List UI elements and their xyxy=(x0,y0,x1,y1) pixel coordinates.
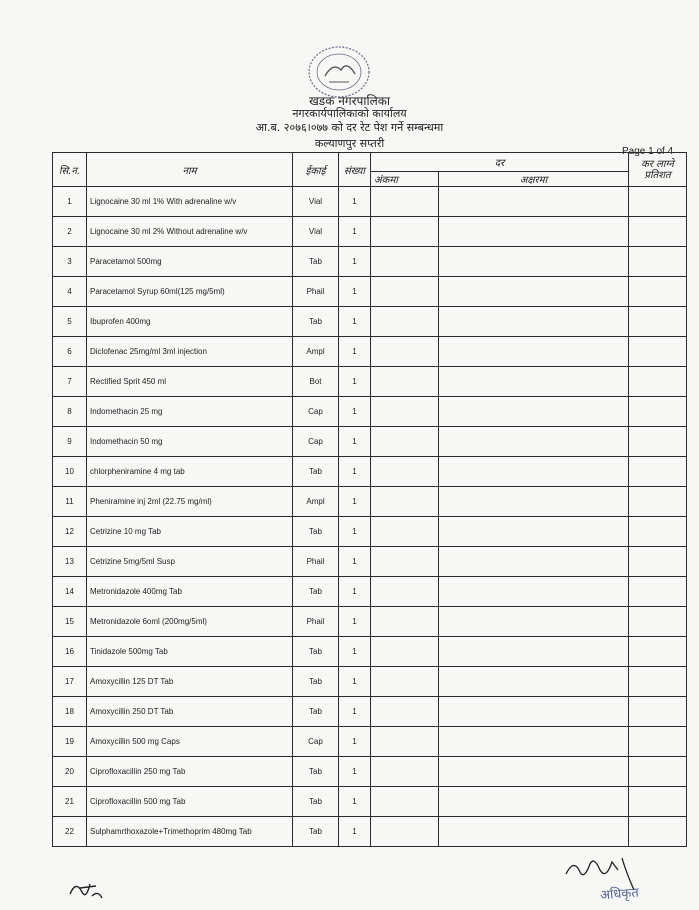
tax-cell[interactable] xyxy=(629,727,687,757)
rate-figures-cell[interactable] xyxy=(371,637,439,667)
rate-words-cell[interactable] xyxy=(439,337,629,367)
initials-signature xyxy=(66,874,106,904)
tax-cell[interactable] xyxy=(629,247,687,277)
tax-cell[interactable] xyxy=(629,817,687,847)
rate-figures-cell[interactable] xyxy=(371,667,439,697)
header-sn: सि.न. xyxy=(53,153,87,187)
header-tax-percent: कर लाग्ने प्रतिशत xyxy=(629,153,687,187)
table-row: 17 Amoxycillin 125 DT Tab Tab 1 xyxy=(53,667,687,697)
table-row: 11 Pheniramine inj 2ml (22.75 mg/ml) Ampl 1 xyxy=(53,487,687,517)
table-row: 16 Tinidazole 500mg Tab Tab 1 xyxy=(53,637,687,667)
rate-figures-cell[interactable] xyxy=(371,697,439,727)
municipality-name: खडक नगरपालिका xyxy=(308,94,391,108)
header-qty: संख्या xyxy=(339,153,371,187)
rate-figures-cell[interactable] xyxy=(371,517,439,547)
tax-cell[interactable] xyxy=(629,427,687,457)
tax-cell[interactable] xyxy=(629,667,687,697)
rate-words-cell[interactable] xyxy=(439,547,629,577)
page-indicator: Page 1 of 4 xyxy=(622,146,674,157)
rate-figures-cell[interactable] xyxy=(371,337,439,367)
table-row: 20 Ciprofloxacillin 250 mg Tab Tab 1 xyxy=(53,757,687,787)
rate-words-cell[interactable] xyxy=(439,367,629,397)
table-body xyxy=(53,187,687,847)
rate-words-cell[interactable] xyxy=(439,787,629,817)
rate-figures-cell[interactable] xyxy=(371,787,439,817)
tax-cell[interactable] xyxy=(629,787,687,817)
header-rate: दर xyxy=(371,153,629,172)
table-row: 19 Amoxycillin 500 mg Caps Cap 1 xyxy=(53,727,687,757)
table-row: 7 Rectified Sprit 450 ml Bot 1 xyxy=(53,367,687,397)
rate-words-cell[interactable] xyxy=(439,607,629,637)
rate-words-cell[interactable] xyxy=(439,457,629,487)
rate-figures-cell[interactable] xyxy=(371,457,439,487)
tax-cell[interactable] xyxy=(629,187,687,217)
rate-words-cell[interactable] xyxy=(439,667,629,697)
rate-words-cell[interactable] xyxy=(439,427,629,457)
location-line: कल्याणपुर सप्तरी xyxy=(314,137,385,150)
rate-figures-cell[interactable] xyxy=(371,187,439,217)
rate-figures-cell[interactable] xyxy=(371,247,439,277)
tax-cell[interactable] xyxy=(629,337,687,367)
rate-words-cell[interactable] xyxy=(439,697,629,727)
rate-figures-cell[interactable] xyxy=(371,727,439,757)
rate-words-cell[interactable] xyxy=(439,517,629,547)
tax-cell[interactable] xyxy=(629,367,687,397)
rate-words-cell[interactable] xyxy=(439,757,629,787)
tax-cell[interactable] xyxy=(629,517,687,547)
table-row: 4 Paracetamol Syrup 60ml(125 mg/5ml) Phail 1 xyxy=(53,277,687,307)
tax-cell[interactable] xyxy=(629,307,687,337)
tax-cell[interactable] xyxy=(629,607,687,637)
tax-cell[interactable] xyxy=(629,217,687,247)
rate-figures-cell[interactable] xyxy=(371,817,439,847)
table-row: 2 Lignocaine 30 ml 2% Without adrenaline w/v Vial 1 xyxy=(53,217,687,247)
header-unit: ईकाई xyxy=(293,153,339,187)
rate-figures-cell[interactable] xyxy=(371,397,439,427)
table-row: 6 Diclofenac 25mg/ml 3ml injection Ampl 1 xyxy=(53,337,687,367)
tax-cell[interactable] xyxy=(629,637,687,667)
table-row: 1 Lignocaine 30 ml 1% With adrenaline w/v Vial 1 xyxy=(53,187,687,217)
rate-words-cell[interactable] xyxy=(439,487,629,517)
table-row: 22 Sulphamrthoxazole+Trimethoprim 480mg Tab Tab 1 xyxy=(53,817,687,847)
table-row: 13 Cetrizine 5mg/5ml Susp Phail 1 xyxy=(53,547,687,577)
rate-figures-cell[interactable] xyxy=(371,307,439,337)
header-rate-figures: अंकमा xyxy=(371,172,439,187)
tax-cell[interactable] xyxy=(629,277,687,307)
rate-words-cell[interactable] xyxy=(439,187,629,217)
rate-words-cell[interactable] xyxy=(439,727,629,757)
rate-words-cell[interactable] xyxy=(439,217,629,247)
rate-figures-cell[interactable] xyxy=(371,487,439,517)
table-row: 21 Ciprofloxacillin 500 mg Tab Tab 1 xyxy=(53,787,687,817)
rate-figures-cell[interactable] xyxy=(371,427,439,457)
rate-words-cell[interactable] xyxy=(439,307,629,337)
authorized-stamp-text: अधिकृत xyxy=(599,885,640,904)
rate-figures-cell[interactable] xyxy=(371,577,439,607)
table-row: 5 Ibuprofen 400mg Tab 1 xyxy=(53,307,687,337)
table-row: 18 Amoxycillin 250 DT Tab Tab 1 xyxy=(53,697,687,727)
rate-figures-cell[interactable] xyxy=(371,607,439,637)
tax-cell[interactable] xyxy=(629,487,687,517)
rate-table xyxy=(52,152,687,847)
subject-line: आ.ब. २०७६।०७७ को दर रेट पेश गर्ने सम्बन्धमा xyxy=(255,121,444,134)
rate-figures-cell[interactable] xyxy=(371,277,439,307)
rate-figures-cell[interactable] xyxy=(371,217,439,247)
table-row: 14 Metronidazole 400mg Tab Tab 1 xyxy=(53,577,687,607)
table-row: 12 Cetrizine 10 mg Tab Tab 1 xyxy=(53,517,687,547)
rate-words-cell[interactable] xyxy=(439,247,629,277)
rate-figures-cell[interactable] xyxy=(371,367,439,397)
table-row: 10 chlorpheniramine 4 mg tab Tab 1 xyxy=(53,457,687,487)
table-row: 9 Indomethacin 50 mg Cap 1 xyxy=(53,427,687,457)
tax-cell[interactable] xyxy=(629,457,687,487)
header-name: नाम xyxy=(87,153,293,187)
rate-words-cell[interactable] xyxy=(439,577,629,607)
rate-words-cell[interactable] xyxy=(439,817,629,847)
table-row: 15 Metronidazole 6oml (200mg/5ml) Phail 1 xyxy=(53,607,687,637)
header-rate-words: अक्षरमा xyxy=(439,172,629,187)
table-row: 8 Indomethacin 25 mg Cap 1 xyxy=(53,397,687,427)
office-name: नगरकार्यपालिकाको कार्यालय xyxy=(292,107,407,120)
tax-cell[interactable] xyxy=(629,577,687,607)
tax-cell[interactable] xyxy=(629,697,687,727)
rate-figures-cell[interactable] xyxy=(371,547,439,577)
tax-cell[interactable] xyxy=(629,757,687,787)
rate-figures-cell[interactable] xyxy=(371,757,439,787)
table-row: 3 Paracetamol 500mg Tab 1 xyxy=(53,247,687,277)
tax-cell[interactable] xyxy=(629,547,687,577)
rate-words-cell[interactable] xyxy=(439,637,629,667)
rate-words-cell[interactable] xyxy=(439,397,629,427)
tax-cell[interactable] xyxy=(629,397,687,427)
rate-words-cell[interactable] xyxy=(439,277,629,307)
